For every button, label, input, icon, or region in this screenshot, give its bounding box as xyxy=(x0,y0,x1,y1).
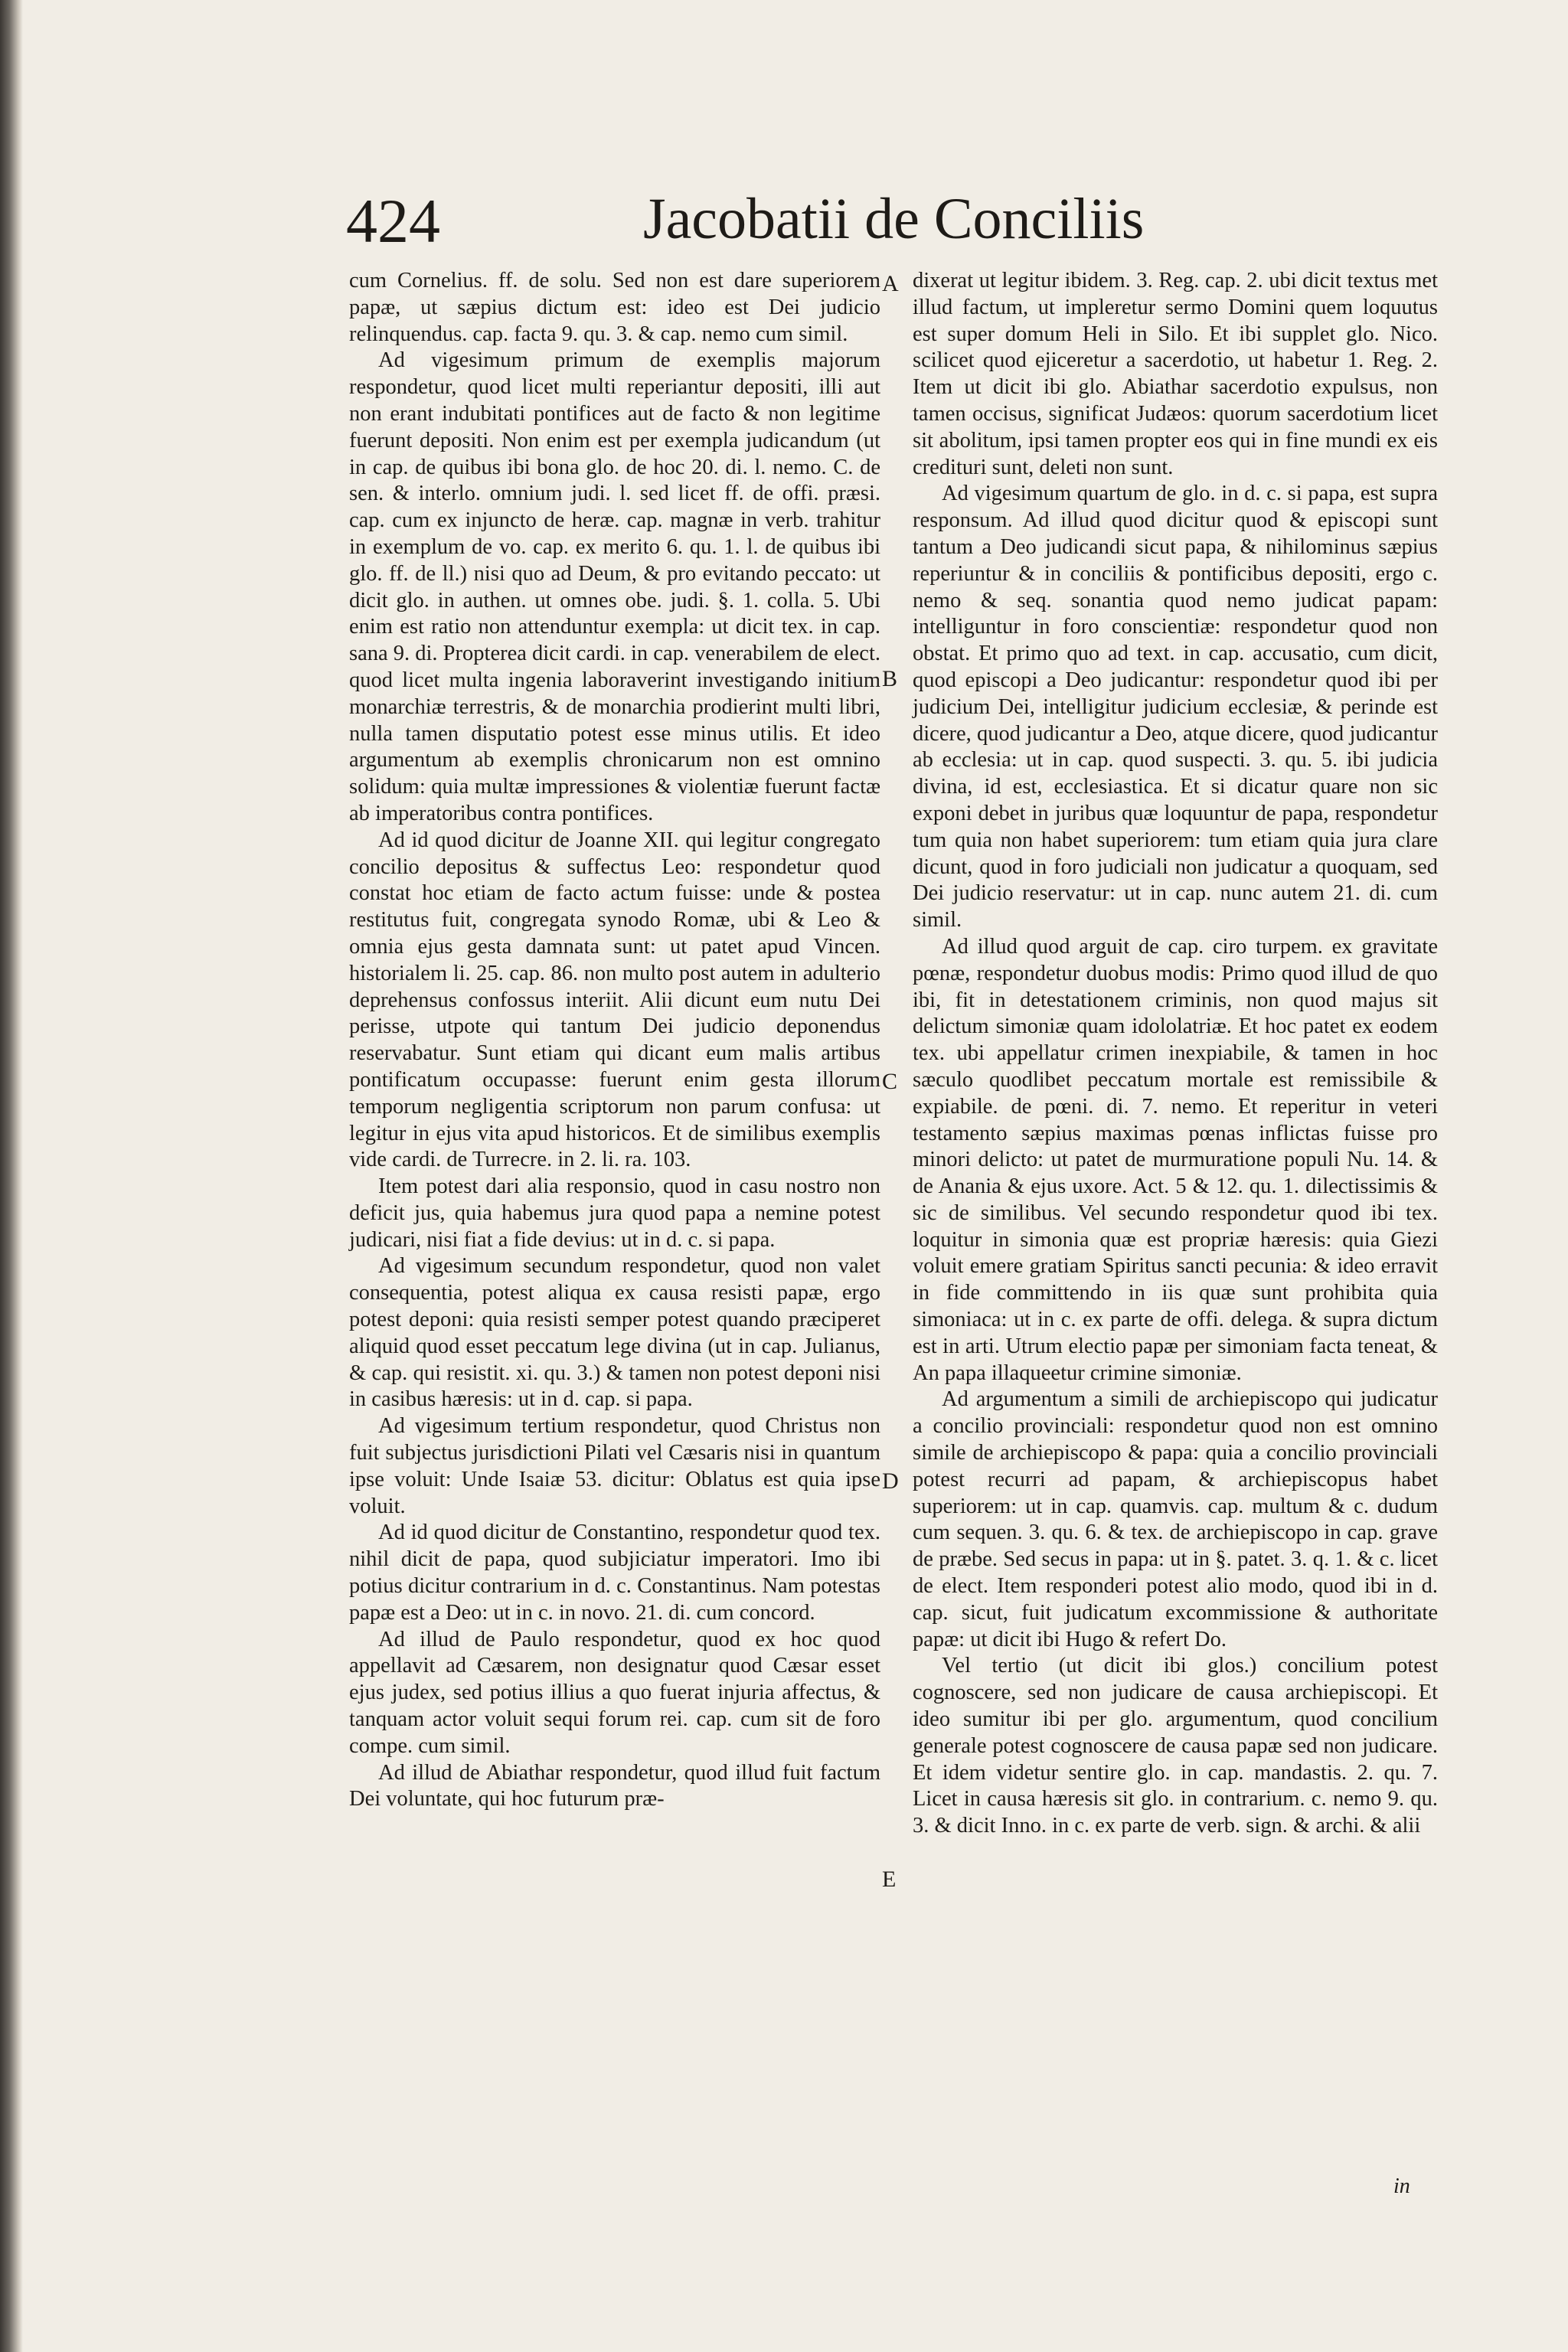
margin-letter-a: A xyxy=(882,271,899,296)
margin-letter-d: D xyxy=(882,1468,899,1494)
paragraph: Item potest dari alia responsio, quod in casu nostro non deficit jus, quia habemus jura quod papa a nemine potest judicari, nisi fiat a fide devius: ut in d. c. si papa. xyxy=(349,1174,880,1252)
margin-letter-c: C xyxy=(882,1069,898,1094)
paragraph: Vel tertio (ut dicit ibi glos.) concilium potest cognoscere, sed non judicare de causa archiepiscopi. Et ideo sumitur ibi per glo. argumentum, quod concilium generale potest cognoscere de causa papæ sed non judicare. Et idem videtur sentire glo. in cap. mandastis. 2. qu. 7. Licet in causa hæresis sit glo. in contrarium. c. nemo 9. qu. 3. & dicit Inno. in c. ex parte de verb. sign. & archi. & alii xyxy=(913,1654,1438,1838)
paragraph: Ad illud quod arguit de cap. ciro turpem. ex gravitate pœnæ, respondetur duobus modis: Primo quod illud de quo ibi, fit in detestationem criminis, non quod majus sit delictum simoniæ quam idololatriæ. Et hoc patet ex eodem tex. ubi appellatur crimen inexpiabile, & tamen in hoc sæculo quodlibet peccatum mortale est remissibile & expiabile. de pœni. di. 7. nemo. Et reperitur in veteri testamento sæpius maximas pœnas inflictas fuisse pro minori delicto: ut patet de murmuratione populi Nu. 14. & de Anania & ejus uxore. Act. 5 & 12. qu. 1. dilectissimis & sic de similibus. Vel secundo respondetur quod ibi tex. loquitur in simonia quæ est propriæ hæresis: quia Giezi voluit emere gratiam Spiritus sancti pecunia: & ideo erravit in fide committendo in iis quæ sunt prohibita quia simoniaca: ut in c. ex parte de offi. delega. & supra dictum est in arti. Utrum electio papæ per simoniam facta teneat, & An papa illaqueetur crimine simoniæ. xyxy=(913,934,1438,1385)
left-column xyxy=(349,268,880,1813)
paragraph: Ad illud de Abiathar respondetur, quod illud fuit factum Dei voluntate, qui hoc futurum præ- xyxy=(349,1760,880,1811)
running-title: Jacobatii de Conciliis xyxy=(643,187,1145,251)
book-spine-shadow xyxy=(0,0,23,2352)
paragraph: dixerat ut legitur ibidem. 3. Reg. cap. 2. ubi dicit textus met illud factum, ut impleretur sermo Domini quem loquutus est super domum Heli in Silo. Et ibi supplet glo. Nico. scilicet quod ejiceretur a sacerdotio, ut habetur 1. Reg. 2. Item ut dicit ibi glo. Abiathar sacerdotio expulsus, non tamen occisus, significat Judæos: quorum sacerdotium licet sit abolitum, ipsi tamen propter eos qui in fine mundi ex eis credituri sunt, deleti non sunt. xyxy=(913,269,1438,479)
paragraph: Ad vigesimum tertium respondetur, quod Christus non fuit subjectus jurisdictioni Pilati vel Cæsaris nisi in quantum ipse voluit: Unde Isaiæ 53. dicitur: Oblatus est quia ipse voluit. xyxy=(349,1414,880,1518)
paragraph: Ad id quod dicitur de Joanne XII. qui legitur congregato concilio depositus & suffectus Leo: respondetur quod constat hoc etiam de facto actum fuisse: unde & postea restitutus fuit, congregata synodo Romæ, ubi & Leo & omnia ejus gesta damnata sunt: ut patet apud Vincen. historialem li. 25. cap. 86. non multo post autem in adulterio deprehensus confossus interiit. Alii dicunt eum nutu Dei perisse, utpote qui tantum Dei judicio deponendus reservabatur. Sunt etiam qui dicant eum malis artibus pontificatum occupasse: fuerunt enim gesta illorum temporum negligentia scriptorum non parum confusa: ut legitur in ejus vita apud historicos. Et de similibus exemplis vide cardi. de Turrecre. in 2. li. ra. 103. xyxy=(349,828,880,1172)
paragraph: Ad vigesimum quartum de glo. in d. c. si papa, est supra responsum. Ad illud quod dicitur quod & episcopi sunt tantum a Deo judicandi sicut papa, & nihilominus sæpius reperiuntur & in conciliis & pontificibus depositi, ergo c. nemo & seq. sonantia quod nemo judicat papam: intelliguntur in foro conscientiæ: respondetur quod non obstat. Et primo quo ad text. in cap. accusatio, cum dicit, quod episcopi a Deo judicantur: respondetur quod ibi per judicium Dei, intelligitur judicium ecclesiæ, & perinde est dicere, quod judicantur a Deo, atque dicere, quod judicantur ab ecclesia: ut in cap. quod suspecti. 3. qu. 5. ibi judicia divina, id est, ecclesiastica. Et si dicatur quare non sic exponi debet in juribus quæ loquuntur de papa, respondetur tum quia non habet superiorem: tum etiam quia jura clare dicunt, quod in foro judiciali non judicatur a quoquam, sed Dei judicio reservatur: ut in cap. nunc autem 21. di. cum simil. xyxy=(913,482,1438,933)
paragraph: Ad vigesimum secundum respondetur, quod non valet consequentia, potest aliqua ex causa resisti papæ, ergo potest deponi: quia resisti semper potest quando præciperet aliquid quod esset peccatum lege divina (ut in cap. Julianus, & cap. qui resistit. xi. qu. 3.) & tamen non potest deponi nisi in casibus hæresis: ut in d. cap. si papa. xyxy=(349,1254,880,1412)
margin-letter-b: B xyxy=(882,666,898,691)
paragraph: Ad vigesimum primum de exemplis majorum respondetur, quod licet multi reperiantur depositi, illi aut non erant indubitati pontifices aut de facto & non legitime fuerunt depositi. Non enim est per exempla judicandum (ut in cap. de quibus ibi bona glo. de hoc 20. di. l. nemo. C. de sen. & interlo. omnium judi. l. sed licet ff. de offi. præsi. cap. cum ex injuncto de heræ. cap. magnæ in verb. trahitur in exemplum de vo. cap. ex merito 6. qu. 1. l. de quibus ibi glo. ff. de ll.) nisi quo ad Deum, & pro evitando peccato: ut dicit glo. in authen. ut omnes obe. judi. §. 1. colla. 5. Ubi enim est ratio non attenduntur exempla: ut dicit tex. in cap. sana 9. di. Propterea dicit cardi. in cap. venerabilem de elect. quod licet multa ingenia laboraverint investigando initium monarchiæ terrestris, & de monarchia prodierint multi libri, nulla tamen disputatio potest esse minus utilis. Et ideo argumentum ab exemplis chronicarum non est omnino solidum: quia multæ impressiones & violentiæ fuerunt factæ ab imperatoribus contra pontifices. xyxy=(349,348,880,825)
margin-letter-e: E xyxy=(882,1867,897,1892)
page-number: 424 xyxy=(346,186,440,256)
paragraph: Ad illud de Paulo respondetur, quod ex hoc quod appellavit ad Cæsarem, non designatur quod Cæsar esset ejus judex, sed potius illius a quo fuerat injuria affectus, & tanquam actor voluit sequi forum rei. cap. cum sit de foro compe. cum simil. xyxy=(349,1627,880,1758)
right-column xyxy=(913,268,1438,1840)
catchword: in xyxy=(1393,2174,1410,2198)
paragraph: Ad id quod dicitur de Constantino, respondetur quod tex. nihil dicit de papa, quod subjiciatur imperatori. Imo ibi potius dicitur contrarium in d. c. Constantinus. Nam potestas papæ est a Deo: ut in c. in novo. 21. di. cum concord. xyxy=(349,1521,880,1625)
paragraph: cum Cornelius. ff. de solu. Sed non est dare superiorem papæ, ut sæpius dictum est: ideo est Dei judicio relinquendus. cap. facta 9. qu. 3. & cap. nemo cum simil. xyxy=(349,269,880,346)
paragraph: Ad argumentum a simili de archiepiscopo qui judicatur a concilio provinciali: respondetur quod non est omnino simile de archiepiscopo & papa: quia a concilio provinciali potest recurri ad papam, & archiepiscopus habet superiorem: ut in cap. quamvis. cap. multum & c. dudum cum sequen. 3. qu. 6. & tex. de archiepiscopo in cap. grave de præbe. Sed secus in papa: ut in §. patet. 3. q. 1. & c. licet de elect. Item responderi potest alio modo, quod ibi in d. cap. sicut, fuit judicatum excommissione & authoritate papæ: ut dicit ibi Hugo & refert Do. xyxy=(913,1387,1438,1651)
